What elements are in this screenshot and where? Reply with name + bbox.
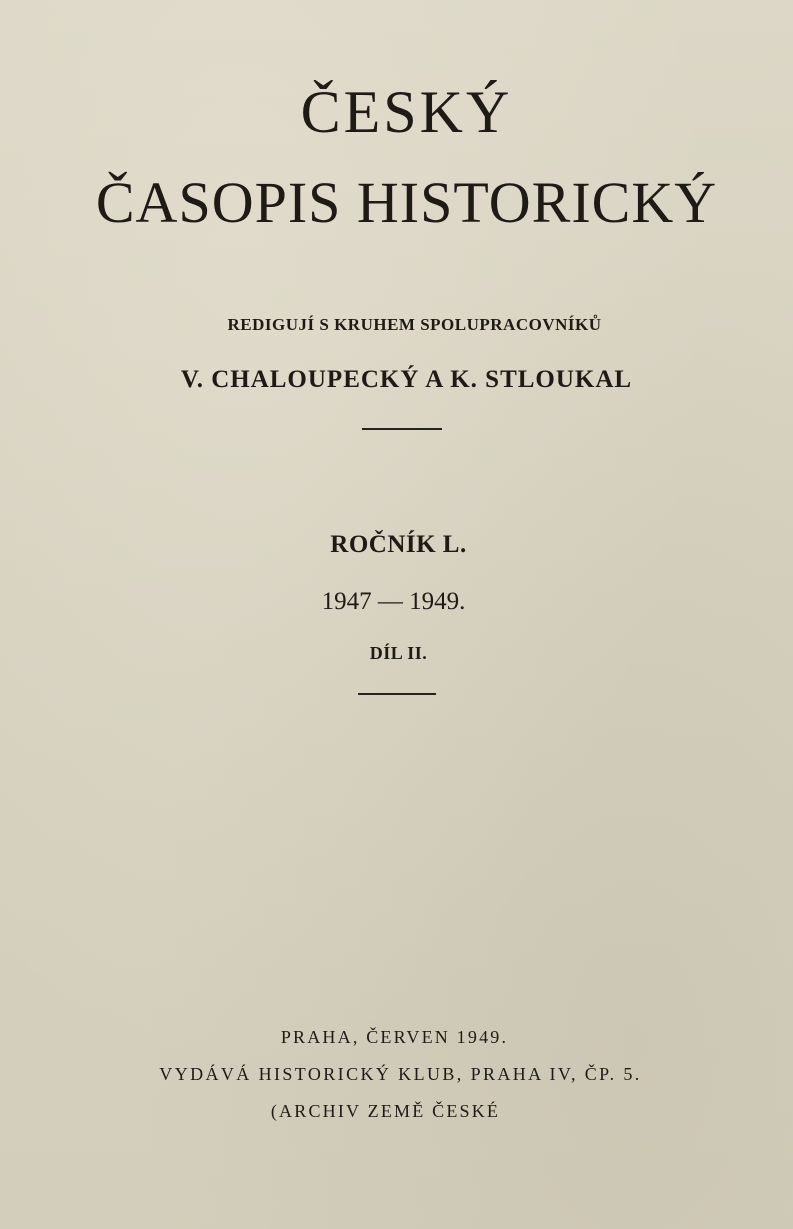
journal-title-line-1: ČESKÝ [300, 79, 513, 145]
imprint-publisher: VYDÁVÁ HISTORICKÝ KLUB, PRAHA IV, ČP. 5. [159, 1064, 642, 1084]
editors-intro: REDIGUJÍ S KRUHEM SPOLUPRACOVNÍKŮ [227, 315, 602, 334]
volume-years: 1947 — 1949. [321, 588, 466, 615]
volume-label: ROČNÍK L. [330, 531, 467, 558]
editors-names: V. CHALOUPECKÝ A K. STLOUKAL [180, 366, 633, 393]
divider-rule [358, 693, 436, 695]
journal-title-line-2: ČASOPIS HISTORICKÝ [95, 170, 718, 235]
volume-part: DÍL II. [369, 643, 428, 663]
imprint-place-date: PRAHA, ČERVEN 1949. [280, 1027, 509, 1047]
imprint-address: (ARCHIV ZEMĚ ČESKÉ [270, 1101, 501, 1121]
divider-rule [362, 428, 442, 430]
